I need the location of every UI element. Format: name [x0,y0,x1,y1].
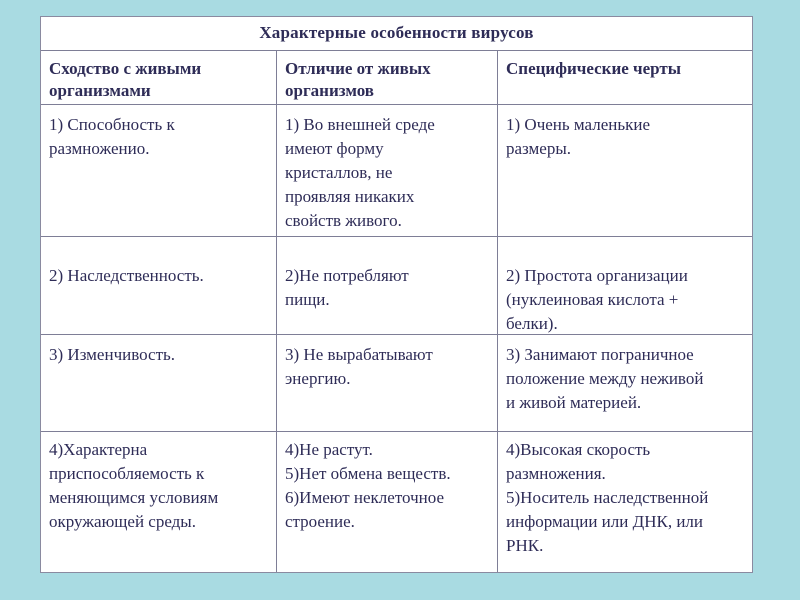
table-cell: 2) Простота организации (нуклеиновая кислота + белки). [506,266,688,333]
table-cell: 1) Во внешней среде имеют форму кристаллов, не проявляя никаких свойств живого. [285,115,435,230]
table-cell: 4)Высокая скорость размножения. 5)Носитель наследственной информации или ДНК, или РНК. [506,440,709,555]
header-similarity: Сходство с живыми организмами [49,59,202,100]
header-specific: Специфические черты [506,59,682,78]
table-cell: 3) Не вырабатывают энергию. [285,345,433,388]
row-divider-1 [41,236,752,237]
table-cell: 3) Занимают пограничное положение между неживой и живой материей. [506,345,704,412]
table-title: Характерные особенности вирусов [41,17,752,51]
virus-features-table [40,16,753,573]
row-divider-header [41,104,752,105]
table-cell: 1) Очень маленькие размеры. [506,115,651,158]
table-cell: 3) Изменчивость. [49,345,176,364]
table-cell: 4)Характерна приспособляемость к меняющимся условиям окружающей среды. [49,440,219,531]
table-cell: 1) Способность к размноженио. [49,115,175,158]
column-divider-1 [276,51,277,572]
table-cell: 2) Наследственность. [49,266,204,285]
table-cell: 4)Не растут. 5)Нет обмена веществ. 6)Имеют неклеточное строение. [285,440,451,531]
table-cell: 2)Не потребляют пищи. [285,266,409,309]
header-difference: Отличие от живых организмов [285,59,431,100]
row-divider-3 [41,431,752,432]
column-divider-2 [497,51,498,572]
